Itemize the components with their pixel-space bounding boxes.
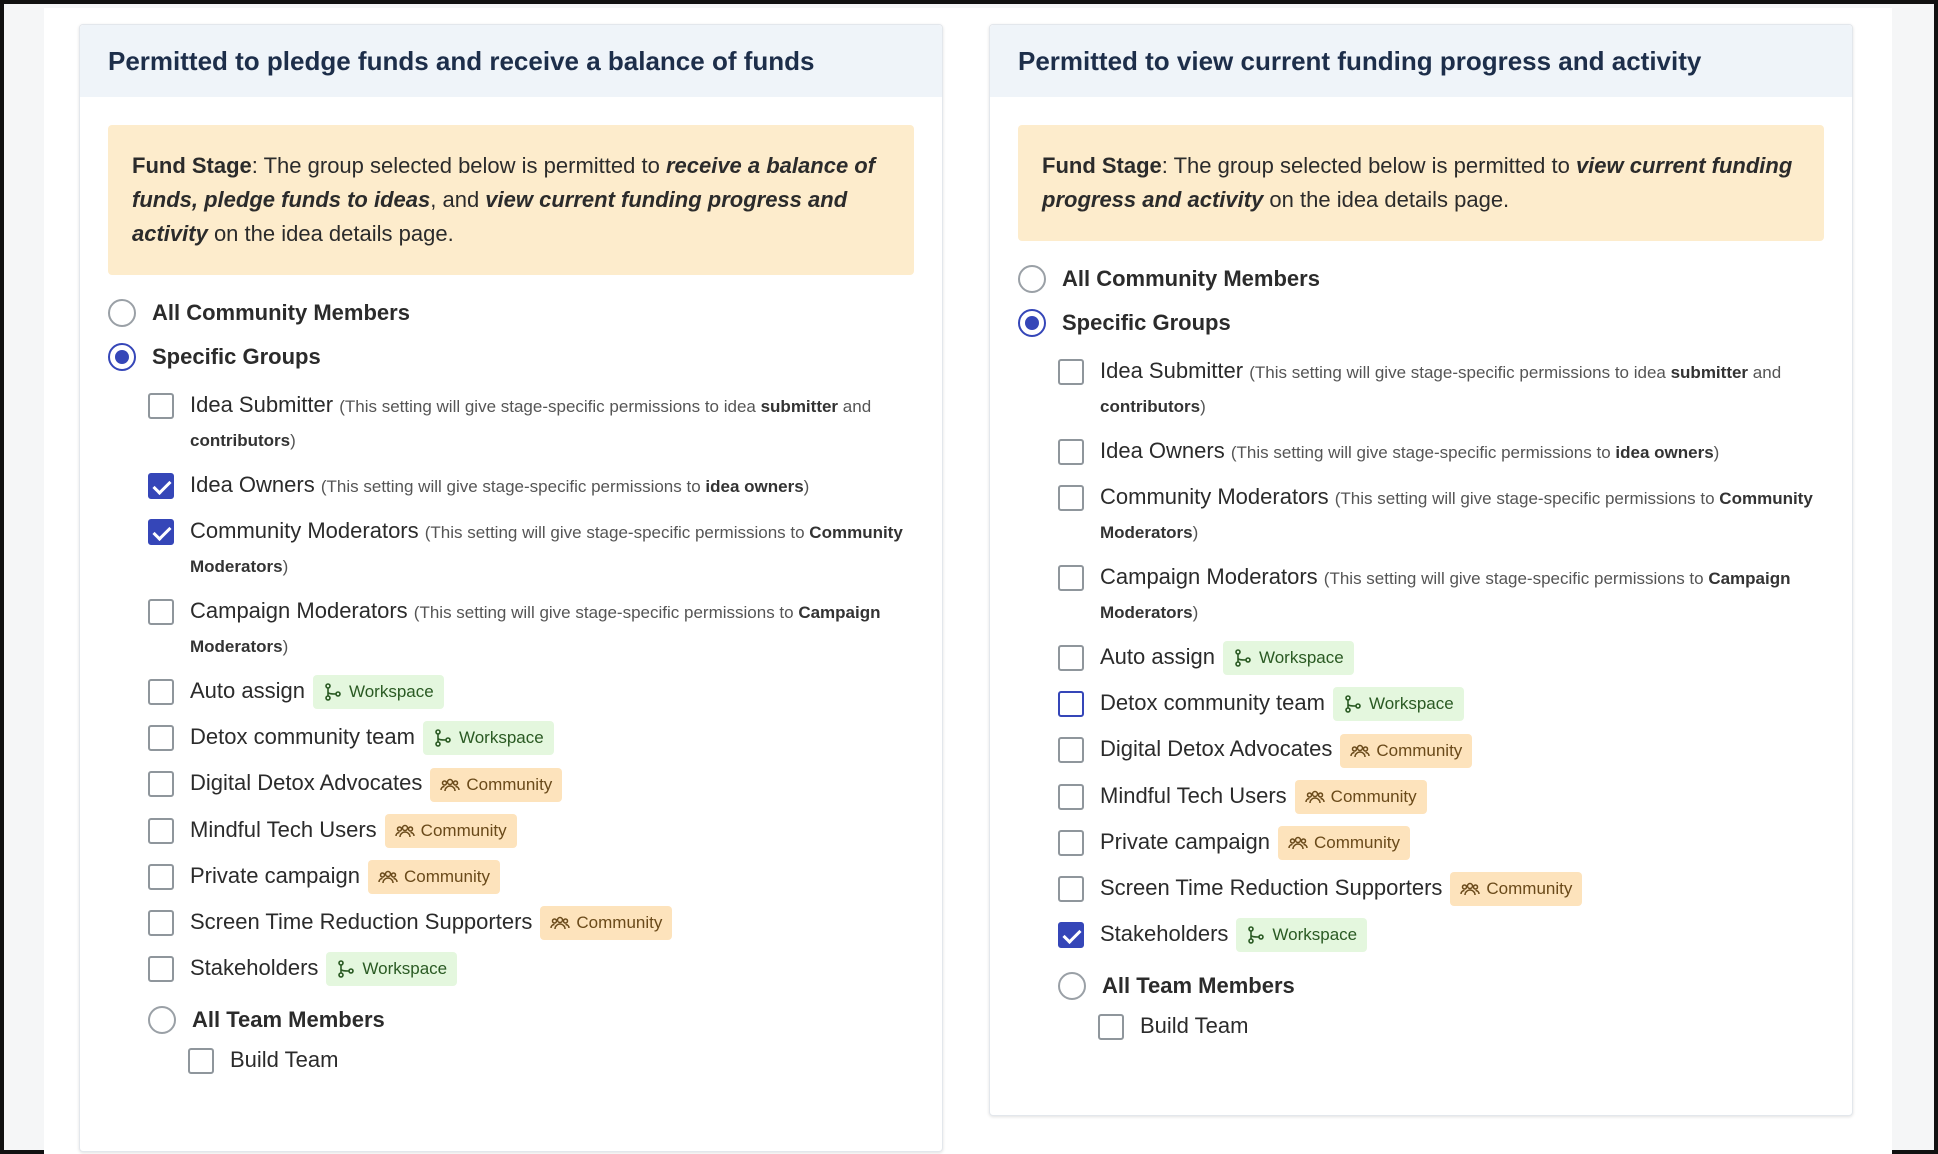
hint-text: and bbox=[838, 397, 872, 416]
checkbox[interactable] bbox=[148, 679, 174, 705]
checkbox[interactable] bbox=[1098, 1014, 1124, 1040]
all-team-members-option[interactable] bbox=[148, 1000, 914, 1040]
group-option-mindful-tech-users[interactable] bbox=[148, 814, 914, 848]
notice-lead: Fund Stage bbox=[132, 153, 252, 178]
checkbox[interactable] bbox=[148, 818, 174, 844]
branch-icon bbox=[1246, 925, 1266, 945]
fund-stage-notice bbox=[1018, 125, 1824, 241]
group-option-stakeholders[interactable] bbox=[1058, 918, 1824, 952]
checkbox[interactable] bbox=[148, 393, 174, 419]
team-members-section bbox=[148, 1000, 914, 1076]
group-option-screen-time-reduction-supporters[interactable] bbox=[1058, 872, 1824, 906]
group-option-detox-community-team[interactable] bbox=[1058, 687, 1824, 721]
option-label: Stakeholders bbox=[190, 955, 319, 981]
group-option-idea-owners[interactable] bbox=[148, 469, 914, 503]
community-badge bbox=[1340, 734, 1472, 768]
option-label: Campaign Moderators bbox=[1100, 564, 1318, 589]
notice-emphasis: view current funding progress and activity bbox=[132, 187, 848, 246]
hint-bold: contributors bbox=[1100, 397, 1201, 416]
notice-text: , and bbox=[430, 187, 486, 212]
notice-lead: Fund Stage bbox=[1042, 153, 1162, 178]
option-hint bbox=[321, 477, 809, 496]
all-community-members-option[interactable] bbox=[108, 293, 914, 333]
group-icon bbox=[1305, 787, 1325, 807]
hint-text: ) bbox=[1200, 397, 1206, 416]
checkbox[interactable] bbox=[1058, 691, 1084, 717]
group-option-auto-assign[interactable] bbox=[148, 675, 914, 709]
checkbox[interactable] bbox=[148, 956, 174, 982]
workspace-badge bbox=[1223, 641, 1354, 675]
community-badge bbox=[1295, 780, 1427, 814]
option-label: All Community Members bbox=[1062, 266, 1320, 291]
checkbox[interactable] bbox=[148, 864, 174, 890]
group-option-idea-submitter[interactable] bbox=[148, 389, 914, 457]
hint-text: and bbox=[1748, 363, 1782, 382]
option-label: Mindful Tech Users bbox=[190, 816, 377, 842]
branch-icon bbox=[433, 728, 453, 748]
notice-emphasis: view current funding progress and activity bbox=[1042, 153, 1793, 212]
community-badge bbox=[430, 768, 562, 802]
radio-button[interactable] bbox=[1058, 972, 1086, 1000]
group-option-private-campaign[interactable] bbox=[148, 860, 914, 894]
checkbox[interactable] bbox=[148, 725, 174, 751]
group-option-private-campaign[interactable] bbox=[1058, 826, 1824, 860]
group-option-campaign-moderators[interactable] bbox=[1058, 561, 1824, 629]
hint-text: (This setting will give stage-specific permissions to idea bbox=[1249, 363, 1671, 382]
group-option-mindful-tech-users[interactable] bbox=[1058, 780, 1824, 814]
checkbox[interactable] bbox=[148, 910, 174, 936]
radio-button[interactable] bbox=[148, 1006, 176, 1034]
hint-text: (This setting will give stage-specific permissions to bbox=[1230, 443, 1616, 462]
page-canvas bbox=[44, 8, 1892, 1154]
hint-bold: contributors bbox=[190, 431, 291, 450]
hint-bold: Community Moderators bbox=[1100, 489, 1813, 542]
option-label: Screen Time Reduction Supporters bbox=[1100, 874, 1443, 900]
option-label: Idea Owners bbox=[190, 472, 315, 497]
group-icon bbox=[378, 867, 398, 887]
group-option-auto-assign[interactable] bbox=[1058, 641, 1824, 675]
badge-label: Workspace bbox=[1258, 648, 1344, 668]
option-label: Digital Detox Advocates bbox=[190, 770, 423, 796]
option-label: Community Moderators bbox=[190, 518, 419, 543]
checkbox[interactable] bbox=[1058, 439, 1084, 465]
notice-text: on the idea details page. bbox=[1263, 187, 1510, 212]
group-icon bbox=[440, 775, 460, 795]
badge-label: Community bbox=[466, 774, 553, 794]
checkbox[interactable] bbox=[148, 519, 174, 545]
specific-groups-option[interactable] bbox=[108, 337, 914, 377]
hint-bold: submitter bbox=[760, 397, 839, 416]
checkbox[interactable] bbox=[188, 1048, 214, 1074]
option-label: Auto assign bbox=[1100, 644, 1215, 669]
pledge-permissions-card bbox=[79, 24, 943, 1152]
option-label: Private campaign bbox=[1100, 828, 1270, 854]
hint-bold: Campaign Moderators bbox=[190, 603, 881, 656]
badge-label: Workspace bbox=[348, 682, 434, 702]
group-option-community-moderators[interactable] bbox=[148, 515, 914, 583]
option-label: Detox community team bbox=[1100, 690, 1325, 716]
option-label: Build Team bbox=[1140, 1013, 1249, 1039]
view-funding-permissions-card bbox=[989, 24, 1853, 1116]
option-label: Campaign Moderators bbox=[190, 598, 408, 623]
all-community-members-option[interactable] bbox=[1018, 259, 1824, 299]
badge-label: Community bbox=[420, 820, 507, 840]
checkbox[interactable] bbox=[1058, 922, 1084, 948]
checkbox[interactable] bbox=[1058, 565, 1084, 591]
hint-text: ) bbox=[1192, 523, 1199, 542]
team-members-section bbox=[1058, 966, 1824, 1042]
community-badge bbox=[1278, 826, 1410, 860]
checkbox[interactable] bbox=[1058, 359, 1084, 385]
badge-label: Workspace bbox=[458, 728, 544, 748]
hint-text: (This setting will give stage-specific permissions to bbox=[1323, 569, 1709, 588]
group-list bbox=[1058, 355, 1824, 952]
option-label: Idea Submitter bbox=[190, 392, 334, 417]
card-title: Permitted to view current funding progress and activity bbox=[990, 25, 1852, 97]
checkbox[interactable] bbox=[148, 599, 174, 625]
checkbox[interactable] bbox=[1058, 830, 1084, 856]
hint-text: ) bbox=[803, 477, 810, 496]
hint-bold: submitter bbox=[1670, 363, 1749, 382]
hint-text: (This setting will give stage-specific permissions to bbox=[1334, 489, 1720, 508]
group-icon bbox=[1350, 741, 1370, 761]
option-label: Stakeholders bbox=[1100, 921, 1229, 947]
hint-text: (This setting will give stage-specific permissions to bbox=[413, 603, 799, 622]
checkbox[interactable] bbox=[1058, 876, 1084, 902]
option-label: Build Team bbox=[230, 1047, 339, 1073]
option-label: All Team Members bbox=[192, 1007, 385, 1033]
hint-text: ) bbox=[282, 637, 289, 656]
group-option-idea-owners[interactable] bbox=[1058, 435, 1824, 469]
specific-groups-option[interactable] bbox=[1018, 303, 1824, 343]
option-label: Auto assign bbox=[190, 678, 305, 703]
checkbox[interactable] bbox=[1058, 784, 1084, 810]
option-label: Idea Owners bbox=[1100, 438, 1225, 463]
checkbox[interactable] bbox=[148, 771, 174, 797]
hint-text: (This setting will give stage-specific permissions to bbox=[424, 523, 810, 542]
badge-label: Workspace bbox=[1368, 694, 1454, 714]
option-label: Detox community team bbox=[190, 724, 415, 750]
team-option-build-team[interactable] bbox=[1098, 1010, 1824, 1042]
workspace-badge bbox=[1333, 687, 1464, 721]
branch-icon bbox=[336, 959, 356, 979]
notice-text: : The group selected below is permitted to bbox=[251, 153, 666, 178]
radio-button[interactable] bbox=[108, 343, 136, 371]
community-badge bbox=[1450, 872, 1582, 906]
option-label: All Team Members bbox=[1102, 973, 1295, 999]
option-label: Idea Submitter bbox=[1100, 358, 1244, 383]
badge-label: Community bbox=[403, 866, 490, 886]
checkbox[interactable] bbox=[1058, 645, 1084, 671]
hint-text: ) bbox=[1713, 443, 1720, 462]
group-icon bbox=[1460, 879, 1480, 899]
option-label: Screen Time Reduction Supporters bbox=[190, 908, 533, 934]
notice-text: on the idea details page. bbox=[207, 221, 454, 246]
group-option-stakeholders[interactable] bbox=[148, 952, 914, 986]
checkbox[interactable] bbox=[1058, 737, 1084, 763]
radio-button[interactable] bbox=[108, 299, 136, 327]
badge-label: Community bbox=[576, 913, 663, 933]
group-option-screen-time-reduction-supporters[interactable] bbox=[148, 906, 914, 940]
badge-label: Community bbox=[1486, 879, 1573, 899]
card-title: Permitted to pledge funds and receive a balance of funds bbox=[80, 25, 942, 97]
group-option-campaign-moderators[interactable] bbox=[148, 595, 914, 663]
badge-label: Community bbox=[1313, 832, 1400, 852]
workspace-badge bbox=[423, 721, 554, 755]
option-label: Digital Detox Advocates bbox=[1100, 736, 1333, 762]
team-option-build-team[interactable] bbox=[188, 1044, 914, 1076]
option-label: Private campaign bbox=[190, 862, 360, 888]
group-option-community-moderators[interactable] bbox=[1058, 481, 1824, 549]
branch-icon bbox=[323, 682, 343, 702]
group-option-digital-detox-advocates[interactable] bbox=[1058, 733, 1824, 767]
badge-label: Community bbox=[1376, 740, 1463, 760]
group-option-digital-detox-advocates[interactable] bbox=[148, 767, 914, 801]
hint-text: ) bbox=[282, 557, 289, 576]
workspace-badge bbox=[313, 675, 444, 709]
badge-label: Workspace bbox=[362, 959, 448, 979]
option-label: All Community Members bbox=[152, 300, 410, 325]
group-list bbox=[148, 389, 914, 986]
community-badge bbox=[385, 814, 517, 848]
group-option-idea-submitter[interactable] bbox=[1058, 355, 1824, 423]
workspace-badge bbox=[1236, 918, 1367, 952]
group-icon bbox=[395, 821, 415, 841]
hint-bold: idea owners bbox=[705, 477, 804, 496]
branch-icon bbox=[1343, 694, 1363, 714]
community-badge bbox=[368, 860, 500, 894]
radio-button[interactable] bbox=[1018, 265, 1046, 293]
hint-bold: idea owners bbox=[1615, 443, 1714, 462]
radio-button[interactable] bbox=[1018, 309, 1046, 337]
hint-text: (This setting will give stage-specific permissions to idea bbox=[339, 397, 761, 416]
badge-label: Community bbox=[1330, 786, 1417, 806]
option-label: Specific Groups bbox=[1062, 310, 1231, 335]
hint-text: (This setting will give stage-specific permissions to bbox=[320, 477, 706, 496]
hint-bold: Community Moderators bbox=[190, 523, 903, 576]
option-label: Specific Groups bbox=[152, 344, 321, 369]
community-badge bbox=[540, 906, 672, 940]
option-label: Community Moderators bbox=[1100, 484, 1329, 509]
workspace-badge bbox=[326, 952, 457, 986]
checkbox[interactable] bbox=[1058, 485, 1084, 511]
group-option-detox-community-team[interactable] bbox=[148, 721, 914, 755]
badge-label: Workspace bbox=[1272, 925, 1358, 945]
option-hint bbox=[1231, 443, 1719, 462]
checkbox[interactable] bbox=[148, 473, 174, 499]
branch-icon bbox=[1233, 648, 1253, 668]
fund-stage-notice bbox=[108, 125, 914, 275]
all-team-members-option[interactable] bbox=[1058, 966, 1824, 1006]
group-icon bbox=[550, 913, 570, 933]
group-icon bbox=[1288, 833, 1308, 853]
notice-text: : The group selected below is permitted to bbox=[1161, 153, 1576, 178]
option-label: Mindful Tech Users bbox=[1100, 782, 1287, 808]
hint-text: ) bbox=[1192, 603, 1199, 622]
hint-text: ) bbox=[290, 431, 296, 450]
notice-emphasis: receive a balance of funds, pledge funds to ideas bbox=[132, 153, 876, 212]
hint-bold: Campaign Moderators bbox=[1100, 569, 1791, 622]
